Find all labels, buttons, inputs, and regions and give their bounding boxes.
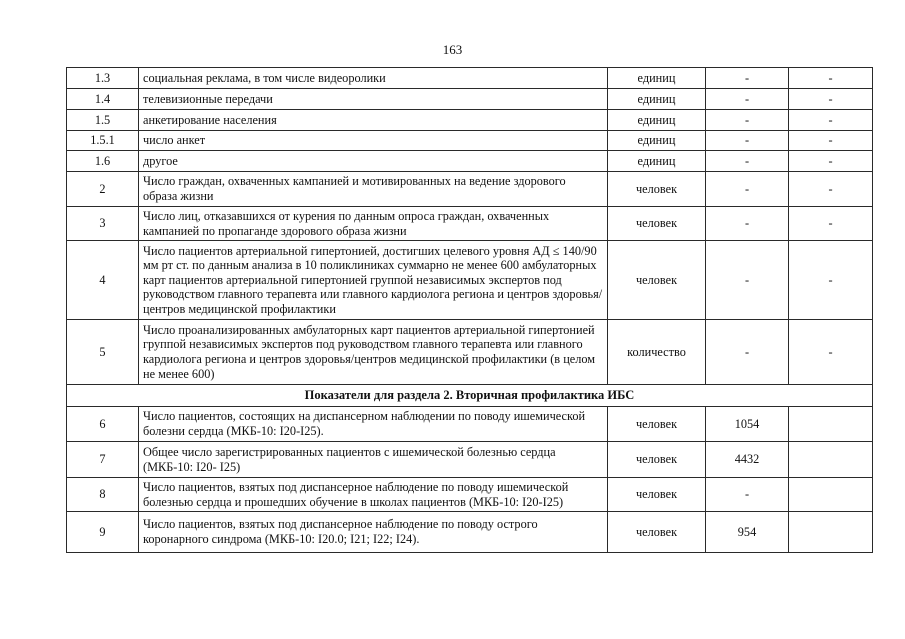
row-number: 1.6 (67, 151, 139, 172)
section-header-row (67, 385, 873, 407)
indicator-name: Число пациентов, состоящих на диспансерном наблюдении по поводу ишемической болезни сердца (МКБ-10: I20-I25). (139, 407, 608, 442)
table-row (67, 442, 873, 478)
table-row (67, 172, 873, 207)
value-2 (789, 407, 873, 442)
value-1: - (706, 241, 789, 320)
value-1: - (706, 172, 789, 207)
unit-of-measure: единиц (608, 110, 706, 131)
row-number: 3 (67, 207, 139, 241)
table-body-prevention (67, 68, 873, 385)
indicators-table (66, 67, 873, 553)
value-1: - (706, 68, 789, 89)
value-2: - (789, 151, 873, 172)
page-number: 163 (442, 42, 463, 57)
indicator-name: Число пациентов артериальной гипертонией, достигших целевого уровня АД ≤ 140/90 мм рт ст. по данным анализа в 10 поликлиниках суммарно не менее 600 амбулаторных карт пациентов артериальной гипертонией группой независимых экспертов под руководством главного терапевта или главного кардиолога региона и центров здоровья/центров медицинской профилактики (139, 241, 608, 320)
unit-of-measure: человек (608, 241, 706, 320)
row-number: 7 (67, 442, 139, 478)
value-1: - (706, 207, 789, 241)
unit-of-measure: человек (608, 172, 706, 207)
indicator-name: Число проанализированных амбулаторных карт пациентов артериальной гипертонией группой независимых экспертов под руководством главного терапевта или главного кардиолога региона и центров здоровья/центров медицинской профилактики (в целом не менее 600) (139, 320, 608, 385)
value-1: - (706, 131, 789, 151)
row-number: 6 (67, 407, 139, 442)
table-row (67, 207, 873, 241)
indicator-name: Число пациентов, взятых под диспансерное наблюдение по поводу ишемической болезнью сердца и прошедших обучение в школах пациентов (МКБ-10: I20-I25) (139, 478, 608, 512)
value-1: - (706, 110, 789, 131)
unit-of-measure: единиц (608, 131, 706, 151)
row-number: 8 (67, 478, 139, 512)
value-1: 954 (706, 512, 789, 553)
unit-of-measure: единиц (608, 68, 706, 89)
value-1: 4432 (706, 442, 789, 478)
indicator-name: другое (139, 151, 608, 172)
indicator-name: социальная реклама, в том числе видеоролики (139, 68, 608, 89)
row-number: 1.4 (67, 89, 139, 110)
unit-of-measure: человек (608, 407, 706, 442)
value-2: - (789, 110, 873, 131)
table-row (67, 478, 873, 512)
row-number: 1.3 (67, 68, 139, 89)
table-row (67, 68, 873, 89)
indicator-name: телевизионные передачи (139, 89, 608, 110)
unit-of-measure: человек (608, 442, 706, 478)
value-2 (789, 442, 873, 478)
value-1: - (706, 320, 789, 385)
value-2: - (789, 207, 873, 241)
unit-of-measure: единиц (608, 151, 706, 172)
table-row (67, 241, 873, 320)
table-row (67, 89, 873, 110)
unit-of-measure: единиц (608, 89, 706, 110)
table-row (67, 151, 873, 172)
indicator-name: Число лиц, отказавшихся от курения по данным опроса граждан, охваченных кампанией по пропаганде здорового образа жизни (139, 207, 608, 241)
row-number: 5 (67, 320, 139, 385)
value-2: - (789, 89, 873, 110)
indicator-name: анкетирование населения (139, 110, 608, 131)
table-body-secondary (67, 407, 873, 553)
row-number: 1.5 (67, 110, 139, 131)
value-2 (789, 478, 873, 512)
row-number: 2 (67, 172, 139, 207)
unit-of-measure: количество (608, 320, 706, 385)
value-1: - (706, 478, 789, 512)
value-2: - (789, 131, 873, 151)
table-row (67, 131, 873, 151)
unit-of-measure: человек (608, 207, 706, 241)
indicator-name: число анкет (139, 131, 608, 151)
section-header: Показатели для раздела 2. Вторичная профилактика ИБС (67, 385, 873, 407)
row-number: 9 (67, 512, 139, 553)
table-section (67, 385, 873, 407)
table-row (67, 407, 873, 442)
table-row (67, 512, 873, 553)
row-number: 1.5.1 (67, 131, 139, 151)
value-2: - (789, 320, 873, 385)
row-number: 4 (67, 241, 139, 320)
value-2: - (789, 172, 873, 207)
value-2 (789, 512, 873, 553)
unit-of-measure: человек (608, 512, 706, 553)
value-1: - (706, 89, 789, 110)
indicator-name: Общее число зарегистрированных пациентов с ишемической болезнью сердца (МКБ-10: I20- I25) (139, 442, 608, 478)
table-row (67, 110, 873, 131)
indicator-name: Число пациентов, взятых под диспансерное наблюдение по поводу острого коронарного синдрома (МКБ-10: I20.0; I21; I22; I24). (139, 512, 608, 553)
unit-of-measure: человек (608, 478, 706, 512)
table-row (67, 320, 873, 385)
value-1: 1054 (706, 407, 789, 442)
indicator-name: Число граждан, охваченных кампанией и мотивированных на ведение здорового образа жизни (139, 172, 608, 207)
value-2: - (789, 68, 873, 89)
value-2: - (789, 241, 873, 320)
value-1: - (706, 151, 789, 172)
